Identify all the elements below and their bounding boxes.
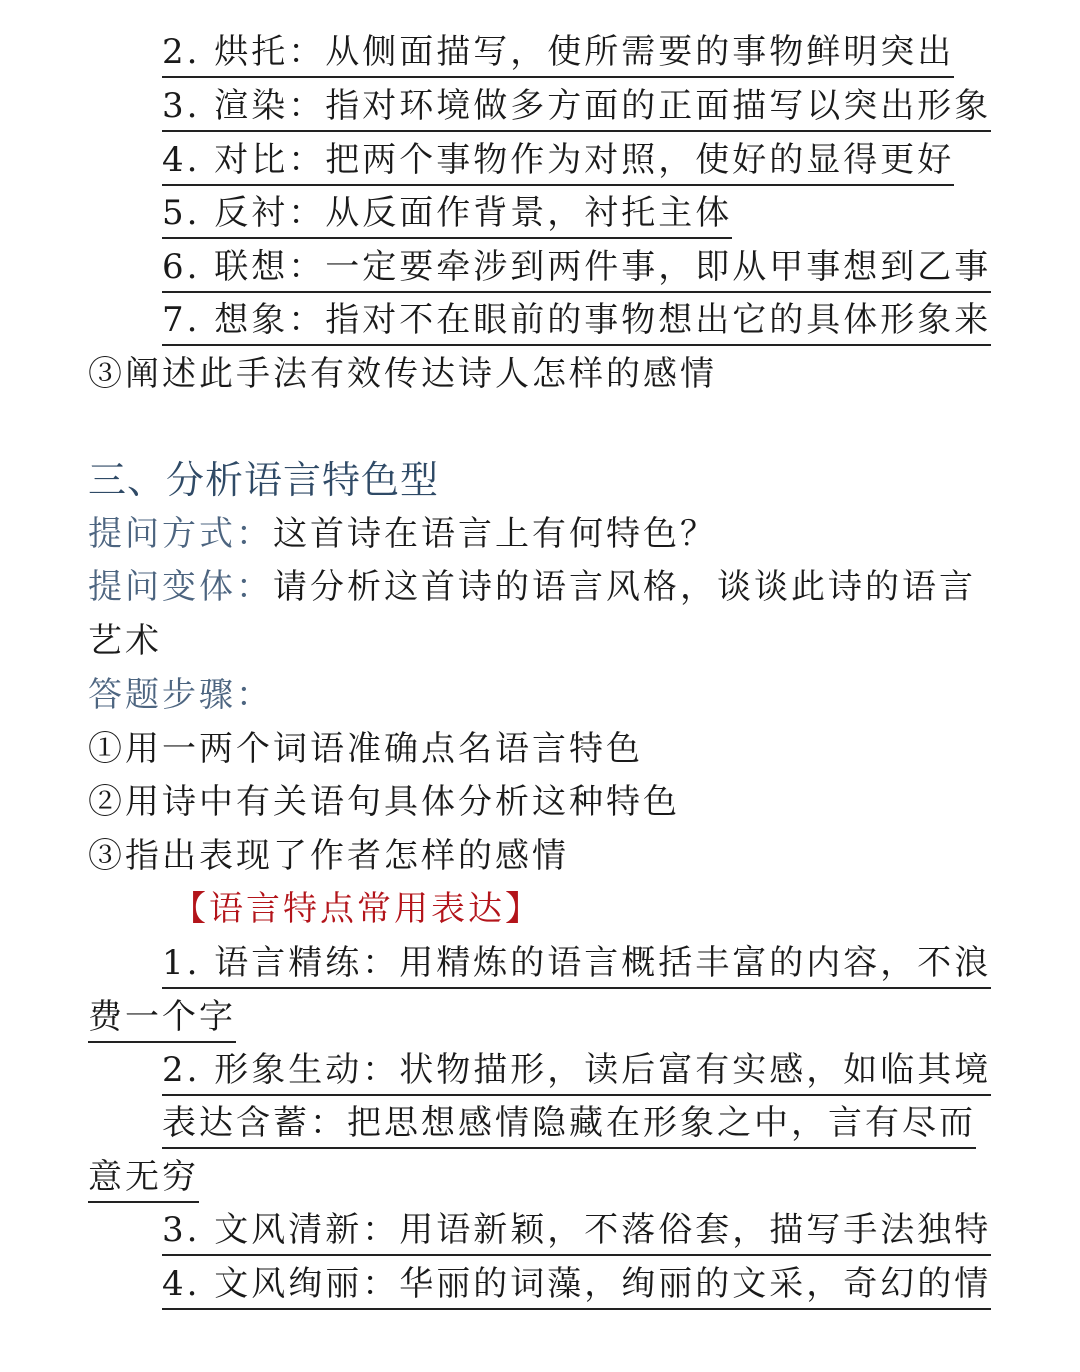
expression-item: 表达含蓄：把思想感情隐藏在形象之中，言有尽而 <box>162 1101 976 1149</box>
expression-item: 4. 文风绚丽：华丽的词藻，绚丽的文采，奇幻的情 <box>162 1262 991 1310</box>
technique-item: 6. 联想：一定要牵涉到两件事，即从甲事想到乙事 <box>162 245 991 293</box>
question-form-row <box>88 512 717 556</box>
answer-step: ①用一两个词语准确点名语言特色 <box>88 729 643 769</box>
question-form-label: 提问方式： <box>88 514 273 554</box>
answer-step: ②用诗中有关语句具体分析这种特色 <box>88 782 680 822</box>
expression-item: 2. 形象生动：状物描形，读后富有实感，如临其境 <box>162 1048 991 1096</box>
technique-item: 7. 想象：指对不在眼前的事物想出它的具体形象来 <box>162 298 991 346</box>
expression-item: 3. 文风清新：用语新颖，不落俗套，描写手法独特 <box>162 1208 991 1256</box>
technique-item: 4. 对比：把两个事物作为对照，使好的显得更好 <box>162 138 954 186</box>
technique-item: 2. 烘托：从侧面描写，使所需要的事物鲜明突出 <box>162 30 954 78</box>
technique-item: 5. 反衬：从反面作背景，衬托主体 <box>162 191 732 239</box>
answer-step: ③指出表现了作者怎样的感情 <box>88 836 569 876</box>
technique-item: 3. 渲染：指对环境做多方面的正面描写以突出形象 <box>162 84 991 132</box>
expression-item-cont: 费一个字 <box>88 995 236 1043</box>
question-variant-text: 请分析这首诗的语言风格，谈谈此诗的语言 <box>273 567 976 607</box>
question-variant-row <box>88 565 976 609</box>
previous-step-three: ③阐述此手法有效传达诗人怎样的感情 <box>88 354 717 394</box>
expressions-title: 【语言特点常用表达】 <box>172 889 542 929</box>
question-form-text: 这首诗在语言上有何特色？ <box>273 514 717 554</box>
question-variant-text-cont: 艺术 <box>88 621 162 661</box>
answer-steps-label: 答题步骤： <box>88 675 273 715</box>
expression-item-cont: 意无穷 <box>88 1155 199 1203</box>
section-heading: 三、分析语言特色型 <box>88 458 440 502</box>
question-variant-label: 提问变体： <box>88 567 273 607</box>
expression-item: 1. 语言精练：用精炼的语言概括丰富的内容，不浪 <box>162 941 991 989</box>
